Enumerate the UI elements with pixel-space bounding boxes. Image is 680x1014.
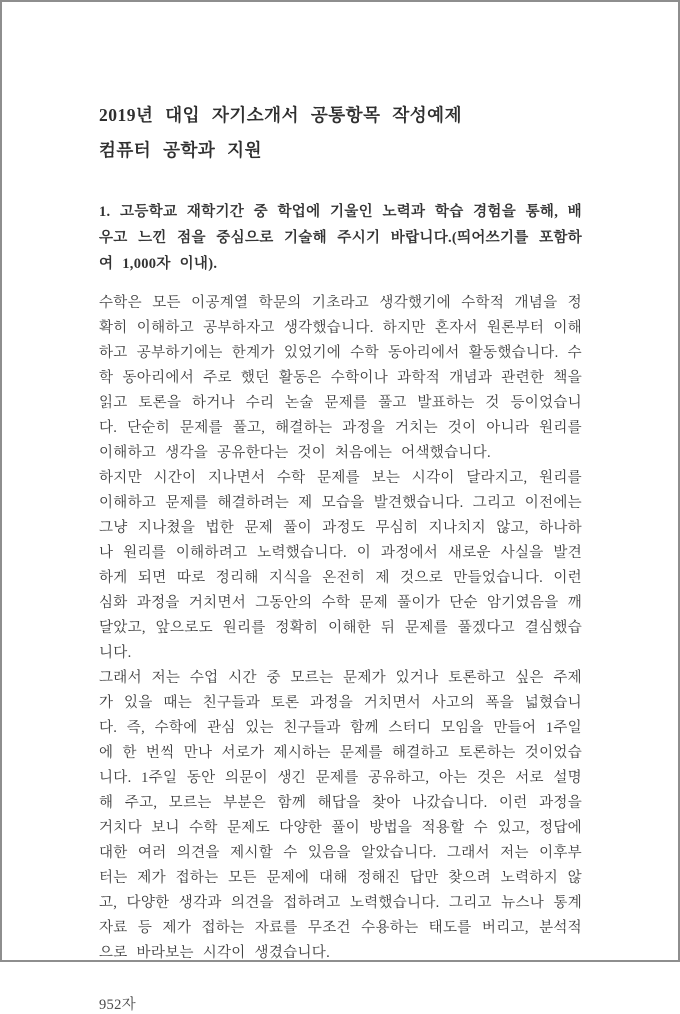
essay-paragraph-1: 수학은 모든 이공계열 학문의 기초라고 생각했기에 수학적 개념을 정확히 이해하고 공부하자고 생각했습니다. 하지만 혼자서 원론부터 이해하고 공부하기에는 한계가 있었기에 수학 동아리에서 활동했습니다. 수학 동아리에서 주로 했던 활동은 수학이나 과학적 개념과 관련한 책을 읽고 토론을 하거나 수리 논술 문제를 풀고 발표하는 것 등이었습니다. 단순히 문제를 풀고, 해결하는 과정을 거치는 것이 아니라 원리를 이해하고 생각을 공유한다는 것이 처음에는 어색했습니다. [99,295,582,461]
character-count: 952자 [99,997,136,1013]
essay-body [99,291,582,966]
document-content [2,2,678,1014]
essay-paragraph-2: 하지만 시간이 지나면서 수학 문제를 보는 시각이 달라지고, 원리를 이해하고 문제를 해결하려는 제 모습을 발견했습니다. 그리고 이전에는 그냥 지나쳤을 법한 문제 풀이 과정도 무심히 지나치지 않고, 하나하나 원리를 이해하려고 노력했습니다. 이 과정에서 새로운 사실을 발견하게 되면 따로 정리해 지식을 온전히 제 것으로 만들었습니다. 이런 심화 과정을 거치면서 그동안의 수학 문제 풀이가 단순 암기였음을 깨달았고, 앞으로도 원리를 정확히 이해한 뒤 문제를 풀겠다고 결심했습니다. [99,470,582,661]
document-subtitle: 컴퓨터 공학과 지원 [99,140,262,160]
document-title: 2019년 대입 자기소개서 공통항목 작성예제 [99,105,462,125]
essay-question: 1. 고등학교 재학기간 중 학업에 기울인 노력과 학습 경험을 통해, 배우고 느낀 점을 중심으로 기술해 주시기 바랍니다.(띄어쓰기를 포함하여 1,000자 이내). [99,204,582,272]
essay-paragraph-3: 그래서 저는 수업 시간 중 모르는 문제가 있거나 토론하고 싶은 주제가 있을 때는 친구들과 토론 과정을 거치면서 사고의 폭을 넓혔습니다. 즉, 수학에 관심 있는 친구들과 함께 스터디 모임을 만들어 1주일에 한 번씩 만나 서로가 제시하는 문제를 해결하고 토론하는 것이었습니다. 1주일 동안 의문이 생긴 문제를 공유하고, 아는 것은 서로 설명해 주고, 모르는 부분은 함께 해답을 찾아 나갔습니다. 이런 과정을 거치다 보니 수학 문제도 다양한 풀이 방법을 적용할 수 있고, 정답에 대한 여러 의견을 제시할 수 있음을 알았습니다. 그래서 저는 이후부터는 제가 접하는 모든 문제에 대해 정해진 답만 찾으려 노력하지 않고, 다양한 생각과 의견을 접하려고 노력했습니다. 그리고 뉴스나 통계 자료 등 제가 접하는 자료를 무조건 수용하는 태도를 버리고, 분석적으로 바라보는 시각이 생겼습니다. [99,670,582,961]
